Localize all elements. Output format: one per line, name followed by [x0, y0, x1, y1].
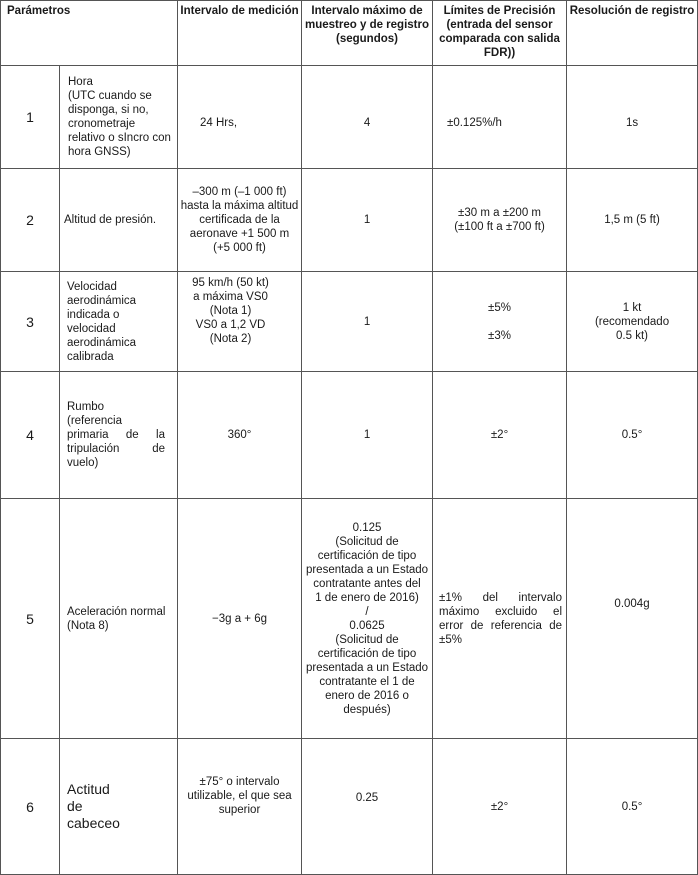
interval-cell: 1	[302, 272, 433, 372]
row-number: 5	[1, 499, 60, 739]
resolution-cell: 0.5°	[567, 739, 698, 875]
range-cell: −3g a + 6g	[178, 499, 302, 739]
resolution-cell: 1s	[567, 66, 698, 169]
resolution-cell: 0.5°	[567, 372, 698, 499]
param-name: Rumbo (referencia primaria de la tripulación de vuelo)	[67, 401, 166, 469]
range-cell: 24 Hrs,	[178, 66, 302, 169]
resolution-cell: 0.004g	[567, 499, 698, 739]
range-cell: 95 km/h (50 kt) a máxima VS0 (Nota 1) VS0 a 1,2 VD (Nota 2)	[178, 272, 302, 372]
param-name: Aceleración normal (Nota 8)	[60, 499, 178, 739]
table-row	[1, 372, 698, 499]
range-cell: 360°	[178, 372, 302, 499]
interval-cell: 1	[302, 372, 433, 499]
accuracy-cell: ±1% del intervalo máximo excluido el error de referencia de ±5%	[439, 591, 563, 646]
range-cell: –300 m (–1 000 ft) hasta la máxima altitud certificada de la aeronave +1 500 m (+5 000 ft)	[178, 169, 302, 272]
accuracy-cell: ±5% ±3%	[433, 272, 567, 372]
row-number: 4	[1, 372, 60, 499]
param-name: Hora (UTC cuando se disponga, si no, cronometraje relativo o sIncro con hora GNSS)	[68, 76, 171, 158]
row-number: 2	[1, 169, 60, 272]
row-number: 6	[1, 739, 60, 875]
interval-cell: 4	[302, 66, 433, 169]
accuracy-cell: ±0.125%/h	[433, 66, 567, 169]
param-name: Velocidad aerodinámica indicada o velocidad aerodinámica calibrada	[60, 272, 178, 372]
range-cell: ±75° o intervalo utilizable, el que sea superior	[178, 739, 302, 875]
table-row	[1, 739, 698, 875]
header-intervalo-medicion: Intervalo de medición	[178, 1, 302, 66]
interval-cell: 1	[302, 169, 433, 272]
param-name: Altitud de presión.	[60, 169, 178, 272]
table-row	[1, 499, 698, 739]
accuracy-cell: ±2°	[433, 372, 567, 499]
accuracy-cell: ±30 m a ±200 m (±100 ft a ±700 ft)	[433, 169, 567, 272]
table-row	[1, 272, 698, 372]
header-parametros: Parámetros	[1, 1, 178, 66]
interval-cell: 0.125 (Solicitud de certificación de tipo presentada a un Estado contratante antes del 1 de enero de 2016) / 0.0625 (Solicitud de certificación de tipo presentada a un Estado contratante el 1 de enero de 2016 o después)	[302, 499, 433, 739]
resolution-cell: 1 kt (recomendado 0.5 kt)	[567, 272, 698, 372]
row-number: 1	[1, 66, 60, 169]
header-resolucion: Resolución de registro	[567, 1, 698, 66]
resolution-cell: 1,5 m (5 ft)	[567, 169, 698, 272]
table-header-row	[1, 1, 698, 66]
table-row	[1, 66, 698, 169]
accuracy-cell: ±2°	[433, 739, 567, 875]
param-name: Actitud de cabeceo	[60, 739, 178, 875]
row-number: 3	[1, 272, 60, 372]
header-limites-precision: Límites de Precisión (entrada del sensor comparada con salida FDR))	[433, 1, 567, 66]
interval-cell: 0.25	[302, 739, 433, 875]
table-row	[1, 169, 698, 272]
header-intervalo-muestreo: Intervalo máximo de muestreo y de registro (segundos)	[302, 1, 433, 66]
